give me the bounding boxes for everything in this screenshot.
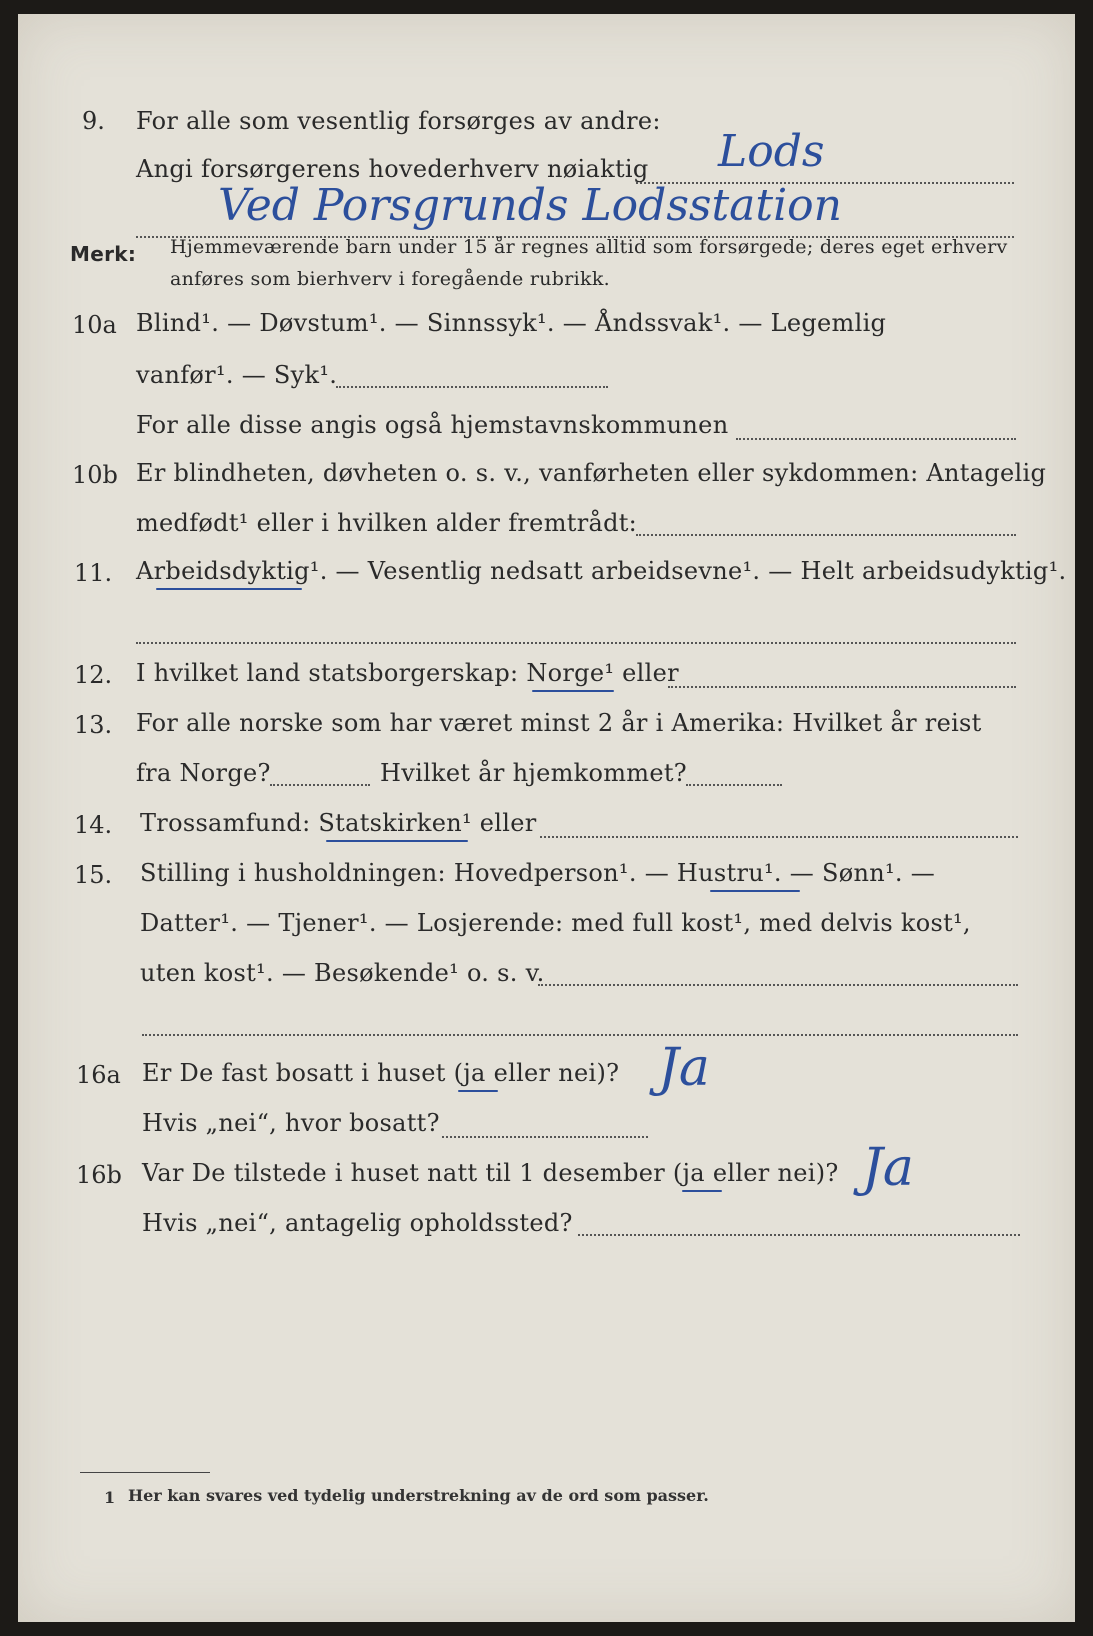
q13-line2a: fra Norge? — [136, 759, 271, 787]
q14-answer-line — [540, 836, 1018, 838]
q10a-line1: Blind¹. — Døvstum¹. — Sinnssyk¹. — Åndssvak¹. — Legemlig — [136, 309, 887, 337]
q12-underline-norge — [532, 690, 614, 692]
footnote-text: Her kan svares ved tydelig understrekning av de ord som passer. — [128, 1486, 709, 1505]
q13-line1: For alle norske som har været minst 2 år i Amerika: Hvilket år reist — [136, 709, 982, 737]
q12-answer-line — [668, 686, 1016, 688]
merk-line1: Hjemmeværende barn under 15 år regnes alltid som forsørgede; deres eget erhverv — [170, 236, 1008, 258]
q16a-handwritten-answer: Ja — [658, 1038, 710, 1098]
q15-line3: uten kost¹. — Besøkende¹ o. s. v. — [140, 959, 545, 987]
q16a-line1: Er De fast bosatt i huset (ja eller nei)? — [142, 1059, 620, 1087]
q15-answer-line — [538, 984, 1018, 986]
q16a-underline-ja — [458, 1090, 498, 1092]
q15-line2: Datter¹. — Tjener¹. — Losjerende: med full kost¹, med delvis kost¹, — [140, 909, 971, 937]
q16b-answer-line — [578, 1234, 1020, 1236]
q10a-line2: vanfør¹. — Syk¹. — [136, 361, 338, 389]
q12-line1: I hvilket land statsborgerskap: Norge¹ eller — [136, 659, 679, 687]
q13-hjemkommet-line — [686, 784, 782, 786]
q10a-number: 10a — [72, 311, 117, 339]
q10a-hjemstavn-line — [736, 438, 1016, 440]
merk-label: Merk: — [70, 242, 137, 266]
q13-line2b: Hvilket år hjemkommet? — [380, 759, 687, 787]
census-form-page — [18, 14, 1075, 1622]
q11-answer-line — [136, 642, 1016, 644]
q10b-number: 10b — [72, 461, 118, 489]
q15-line1: Stilling i husholdningen: Hovedperson¹. — Hustru¹. — Sønn¹. — — [140, 859, 936, 887]
q14-underline-statskirken — [326, 840, 468, 842]
q16b-handwritten-answer: Ja — [862, 1138, 914, 1198]
q11-line1: Arbeidsdyktig¹. — Vesentlig nedsatt arbeidsevne¹. — Helt arbeidsudyktig¹. — [136, 557, 1067, 585]
q15-number: 15. — [74, 861, 113, 889]
q9-handwritten-answer2: Ved Porsgrunds Lodsstation — [218, 180, 842, 231]
merk-line2: anføres som bierhverv i foregående rubrikk. — [170, 268, 610, 290]
q13-reist-line — [270, 784, 370, 786]
q16a-answer-line — [442, 1136, 648, 1138]
q12-number: 12. — [74, 661, 113, 689]
q16a-line2: Hvis „nei“, hvor bosatt? — [142, 1109, 440, 1137]
footnote-marker: 1 — [104, 1488, 116, 1507]
q14-number: 14. — [74, 811, 113, 839]
q16b-line1: Var De tilstede i huset natt til 1 desember (ja eller nei)? — [142, 1159, 839, 1187]
q11-number: 11. — [74, 559, 113, 587]
q16b-underline-ja — [682, 1190, 722, 1192]
q16b-line2: Hvis „nei“, antagelig opholdssted? — [142, 1209, 573, 1237]
q9-line1: For alle som vesentlig forsørges av andre: — [136, 107, 661, 135]
q10b-line2: medfødt¹ eller i hvilken alder fremtrådt: — [136, 509, 638, 537]
q10a-line3: For alle disse angis også hjemstavnskommunen — [136, 411, 729, 439]
q9-handwritten-answer1: Lods — [718, 126, 825, 177]
footnote-rule — [80, 1472, 210, 1473]
q13-number: 13. — [74, 711, 113, 739]
q10b-answer-line — [636, 534, 1016, 536]
q15-underline-hustru — [710, 890, 800, 892]
q9-line2: Angi forsørgerens hovederhverv nøiaktig — [136, 155, 649, 183]
q9-number: 9. — [82, 107, 105, 135]
q14-line1: Trossamfund: Statskirken¹ eller — [140, 809, 537, 837]
q10b-line1: Er blindheten, døvheten o. s. v., vanførheten eller sykdommen: Antagelig — [136, 459, 1047, 487]
q11-underline-arbeidsdyktig — [156, 588, 302, 590]
q16a-number: 16a — [76, 1061, 121, 1089]
q16b-number: 16b — [76, 1161, 122, 1189]
q15-answer-line2 — [142, 1034, 1018, 1036]
q10a-answer-line — [336, 386, 608, 388]
